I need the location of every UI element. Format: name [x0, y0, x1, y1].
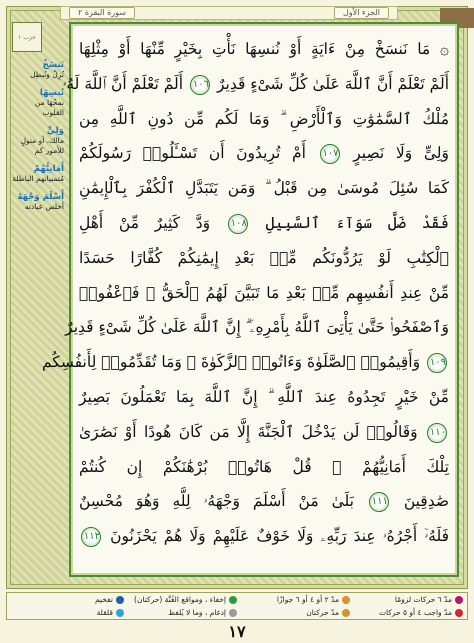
verse-text: ٱلْكِتَٰبِ لَوْ يَرُدُّونَكُم مِّنۢ بَعْدِ إِيمَٰنِكُمْ كُفَّارًا حَسَدًا	[79, 248, 449, 267]
ayah-number-marker: ١٠٦	[190, 75, 210, 95]
verse-text: مِّنْ خَيْرٍ تَجِدُوهُ عِندَ ٱللَّهِ ۗ إِنَّ ٱللَّهَ بِمَا تَعْمَلُونَ بَصِيرٌ	[79, 387, 449, 406]
gloss-meaning: نُزِلْ ونُبطِل	[30, 70, 64, 79]
verse-text: وَٱصْفَحُوا۟ حَتَّىٰ يَأْتِىَ ٱللَّهُ بِأَمْرِهِۦٓ ۗ إِنَّ ٱللَّهَ عَلَىٰ كُلِّ شَىْءٍ قَدِيرٌ	[65, 318, 449, 337]
verse-text: فَلَهُۥٓ أَجْرُهُۥ عِندَ رَبِّهِۦ وَلَا خَوْفٌ عَلَيْهِمْ وَلَا هُمْ يَحْزَنُونَ	[110, 527, 449, 546]
verse-line	[79, 241, 449, 276]
legend-label: إدغام ، وما لا يُلفظ	[168, 608, 226, 617]
ayah-number-marker: ١١١	[369, 492, 389, 512]
verse-line	[79, 519, 449, 554]
verse-line	[79, 380, 449, 415]
gloss-term: نُنسِهَا	[39, 88, 64, 98]
verse-line	[79, 206, 449, 241]
verse-text: تِلْكَ أَمَانِيُّهُمْ ۗ قُلْ هَاتُوا۟ بُرْهَٰنَكُمْ إِن كُنتُمْ	[79, 457, 449, 476]
legend-item	[11, 608, 124, 617]
gloss-item	[12, 60, 64, 80]
verse-line	[79, 276, 449, 311]
ayah-number-marker: ١٠٩	[427, 353, 447, 373]
verse-line	[65, 310, 449, 345]
legend-label: مدّ حركتان	[306, 608, 339, 617]
gloss-meaning: نمحُهَا من القلوب	[34, 98, 64, 117]
legend-swatch-icon	[229, 609, 237, 617]
gloss-meaning: مالك، أو متولٍ للأمور كم	[20, 136, 64, 155]
legend-label: تفخيم	[95, 595, 113, 604]
verse-line	[79, 136, 449, 171]
hizb-emblem	[12, 22, 42, 52]
verse-text: بَلَىٰ مَنْ أَسْلَمَ وَجْهَهُۥ لِلَّهِ وَهُوَ مُحْسِنٌ	[79, 492, 354, 511]
verse-text: فَقَدْ ضَلَّ سَوَآءَ ٱلسَّبِيلِ	[265, 213, 449, 232]
page-number: ١٧	[228, 622, 246, 641]
legend-label: إخفاء ، ومواقع الغُنَّة (حركتان)	[134, 595, 226, 604]
verse-line	[62, 67, 449, 102]
verse-text: مُلْكُ ٱلسَّمَٰوَٰتِ وَٱلْأَرْضِ ۗ وَمَا لَكُم مِّن دُونِ ٱللَّهِ مِن	[79, 109, 449, 128]
verse-text: كَمَا سُئِلَ مُوسَىٰ مِن قَبْلُ ۗ وَمَن يَتَبَدَّلِ ٱلْكُفْرَ بِٱلْإِيمَٰنِ	[79, 179, 449, 198]
verse-text: وَلِىٍّ وَلَا نَصِيرٍ	[353, 144, 449, 163]
verse-text: أَمْ تُرِيدُونَ أَن تَسْـَٔلُوا۟ رَسُولَكُمْ	[79, 144, 306, 163]
legend-swatch-icon	[116, 596, 124, 604]
verse-text: وَأَقِيمُوا۟ ٱلصَّلَوٰةَ وَءَاتُوا۟ ٱلزَّكَوٰةَ ۚ وَمَا تُقَدِّمُوا۟ لِأَنفُسِكُم	[41, 353, 421, 372]
legend-swatch-icon	[342, 609, 350, 617]
gloss-item	[12, 164, 64, 184]
legend-swatch-icon	[229, 596, 237, 604]
legend-item	[124, 608, 237, 617]
legend-swatch-icon	[455, 596, 463, 604]
gloss-meaning: مُتمنياتهم الباطلة	[12, 174, 64, 183]
legend-swatch-icon	[116, 609, 124, 617]
legend-item	[350, 595, 463, 604]
ayah-number-marker: ١٠٨	[228, 214, 248, 234]
legend-item	[11, 595, 124, 604]
tajweed-legend	[6, 592, 468, 620]
verse-text: مِّنْ عِندِ أَنفُسِهِم مِّنۢ بَعْدِ مَا تَبَيَّنَ لَهُمُ ٱلْحَقُّ ۖ فَٱعْفُوا۟	[79, 283, 449, 302]
legend-swatch-icon	[342, 596, 350, 604]
verse-line	[79, 450, 449, 485]
verse-text: أَلَمْ تَعْلَمْ أَنَّ ٱللَّهَ لَهُۥ	[62, 74, 184, 93]
gloss-term: وَلِيٍّ	[46, 126, 64, 136]
gloss-item	[12, 126, 64, 156]
gloss-item	[12, 192, 64, 212]
legend-label: مدّ ٢ أو ٤ أو ٦ جوازًا	[276, 595, 339, 604]
juz-label: الجزء الأول	[334, 7, 389, 19]
gloss-term: نَنسَخْ	[42, 60, 64, 70]
page-header	[60, 6, 398, 20]
surah-label: سورة البقرة ٢	[69, 7, 135, 19]
legend-swatch-icon	[455, 609, 463, 617]
gloss-item	[12, 88, 64, 118]
verse-line	[41, 345, 449, 380]
verse-line	[79, 484, 449, 519]
verse-text: وَقَالُوا۟ لَن يَدْخُلَ ٱلْجَنَّةَ إِلَّا مَن كَانَ هُودًا أَوْ نَصَٰرَىٰ	[79, 422, 418, 441]
legend-item	[124, 595, 237, 604]
verse-line	[79, 171, 449, 206]
verse-text: صَٰدِقِينَ	[403, 492, 449, 511]
ayah-number-marker: ١١٢	[81, 527, 101, 547]
legend-item	[237, 608, 350, 617]
legend-item	[350, 608, 463, 617]
gloss-meaning: أخلص عبادته	[24, 202, 64, 211]
verse-text: ۞ مَا نَنسَخْ مِنْ ءَايَةٍ أَوْ نُنسِهَا نَأْتِ بِخَيْرٍ مِّنْهَا أَوْ مِثْلِهَا	[79, 40, 449, 58]
verse-line	[79, 415, 449, 450]
verse-line	[79, 32, 449, 67]
gloss-sidebar	[12, 60, 64, 275]
legend-label: قلقلة	[96, 608, 113, 617]
ayah-number-marker: ١١٠	[427, 423, 447, 443]
gloss-term: أَسْلَمَ وَجْهَهُ	[17, 192, 64, 202]
hizb-label: حزب ١	[18, 33, 36, 41]
legend-label: مدّ واجب ٤ أو ٥ حركات	[378, 608, 452, 617]
gloss-term: أَمَانِيُّهُمْ	[33, 164, 64, 174]
verse-text: أَلَمْ تَعْلَمْ أَنَّ ٱللَّهَ عَلَىٰ كُلِّ شَىْءٍ قَدِيرٌ	[216, 74, 449, 93]
verse-text: وَدَّ كَثِيرٌ مِّنْ أَهْلِ	[79, 213, 211, 232]
verse-line	[79, 102, 449, 137]
legend-label: مدّ ٦ حركات لزومًا	[394, 595, 452, 604]
legend-item	[237, 595, 350, 604]
ayah-number-marker: ١٠٧	[320, 144, 340, 164]
